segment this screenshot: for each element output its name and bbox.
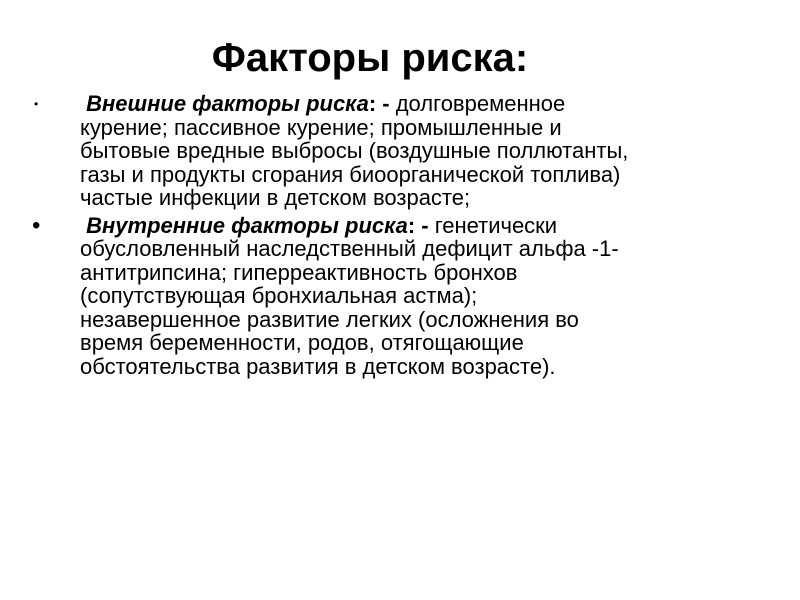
bullet-first-line bbox=[80, 214, 772, 238]
bullet-lead: Внутренние факторы риска bbox=[86, 212, 408, 238]
bullet-text-line: частые инфекции в детском возрасте; bbox=[80, 185, 471, 210]
bullet-separator: : - bbox=[368, 91, 390, 116]
bullet-item-internal-factors bbox=[32, 211, 772, 379]
bullet-text-line: незавершенное развитие легких (осложнения во bbox=[80, 306, 579, 332]
bullet-text-line: антитрипсина; гиперреактивность бронхов bbox=[80, 259, 518, 285]
slide-title: Факторы риска: bbox=[211, 36, 529, 80]
bullet-text-line: (сопутствующая бронхиальная астма); bbox=[80, 283, 478, 308]
bullet-text-line: время беременности, родов, отягощающие bbox=[80, 330, 524, 355]
bullet-icon: • bbox=[32, 211, 41, 239]
bullet-text-line: долговременное bbox=[389, 91, 566, 116]
bullet-text-line: курение; пассивное курение; промышленные и bbox=[80, 114, 562, 140]
bullet-item-external-factors bbox=[32, 92, 772, 210]
bullet-text-line: бытовые вредные выбросы (воздушные поллютанты, bbox=[80, 138, 629, 163]
bullet-text-line: газы и продукты сгорания биоорганической топлива) bbox=[80, 161, 621, 187]
bullet-separator: : - bbox=[407, 212, 429, 238]
bullet-text-line: обусловленный наследственный дефицит альфа -1- bbox=[80, 236, 619, 261]
bullet-icon: • bbox=[34, 97, 39, 111]
bullet-list bbox=[32, 92, 772, 378]
bullet-text-line: генетически bbox=[428, 212, 558, 238]
bullet-lead: Внешние факторы риска bbox=[86, 91, 369, 116]
bullet-first-line bbox=[80, 92, 772, 116]
bullet-text-line: обстоятельства развития в детском возрасте). bbox=[80, 353, 556, 379]
